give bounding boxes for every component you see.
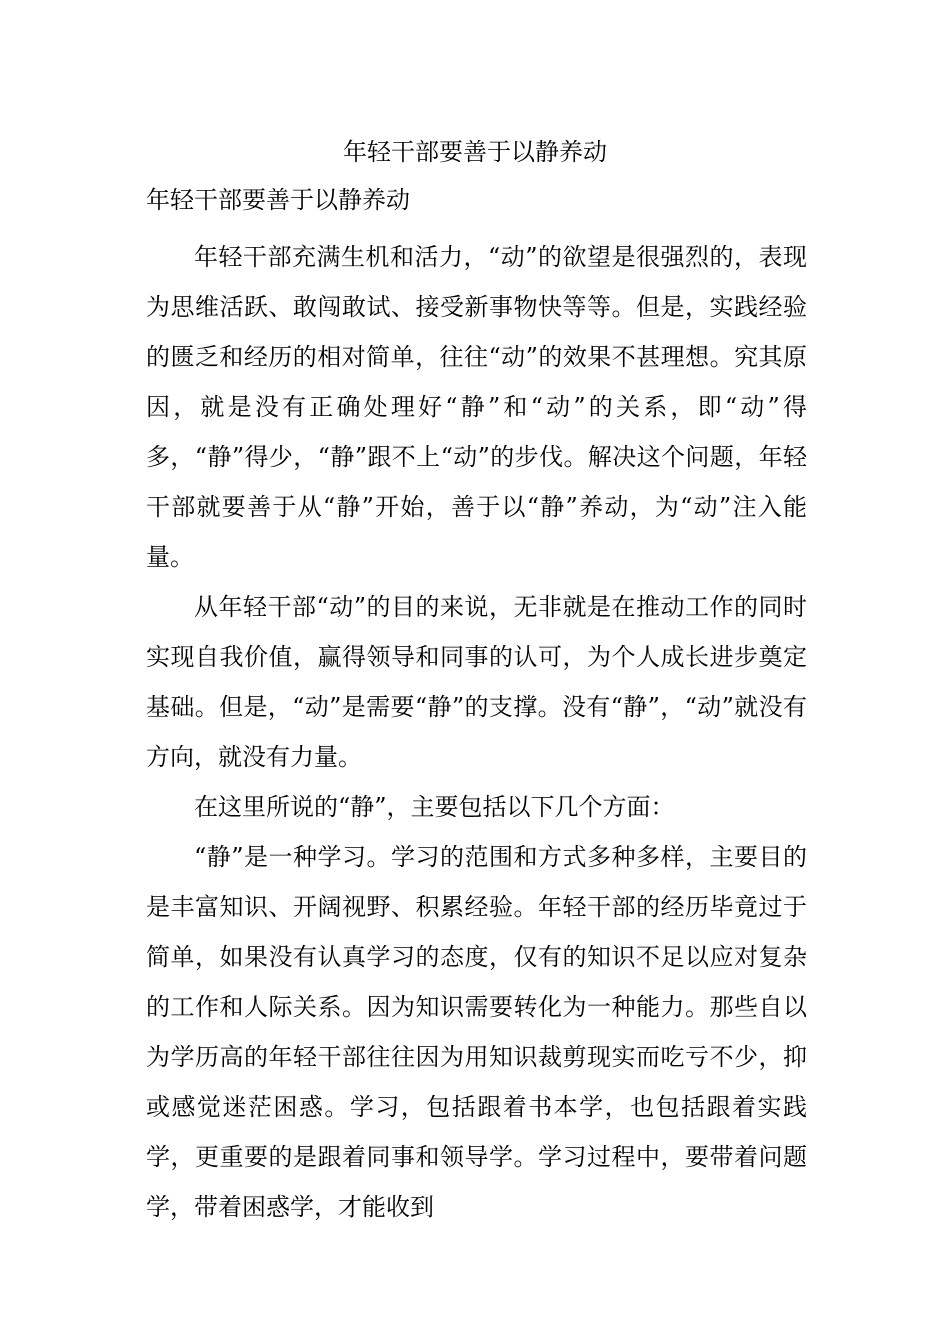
paragraph-3: 在这里所说的“静”，主要包括以下几个方面： [194, 793, 675, 821]
paragraph-2: 从年轻干部“动”的目的来说，无非就是在推动工作的同时实现自我价值，赢得领导和同事的认可，为个人成长进步奠定基础。但是，“动”是需要“静”的支撑。没有“静”，“动”就没有方向，就没有力量。 [146, 593, 807, 771]
document-title: 年轻干部要善于以静养动 [343, 138, 607, 166]
paragraph-4: “静”是一种学习。学习的范围和方式多种多样，主要目的是丰富知识、开阔视野、积累经验。年轻干部的经历毕竟过于简单，如果没有认真学习的态度，仅有的知识不足以应对复杂的工作和人际关系。因为知识需要转化为一种能力。那些自以为学历高的年轻干部往往因为用知识裁剪现实而吃亏不少，抑或感觉迷茫困惑。学习，包括跟着书本学，也包括跟着实践学，更重要的是跟着同事和领导学。学习过程中，要带着问题学，带着困惑学，才能收到 [146, 843, 807, 1221]
document-body [146, 232, 807, 1232]
paragraph-1: 年轻干部充满生机和活力，“动”的欲望是很强烈的，表现为思维活跃、敢闯敢试、接受新事物快等等。但是，实践经验的匮乏和经历的相对简单，往往“动”的效果不甚理想。究其原因，就是没有正确处理好“静”和“动”的关系，即“动”得多，“静”得少，“静”跟不上“动”的步伐。解决这个问题，年轻干部就要善于从“静”开始，善于以“静”养动，为“动”注入能量。 [146, 243, 807, 571]
document-subtitle: 年轻干部要善于以静养动 [146, 186, 410, 214]
